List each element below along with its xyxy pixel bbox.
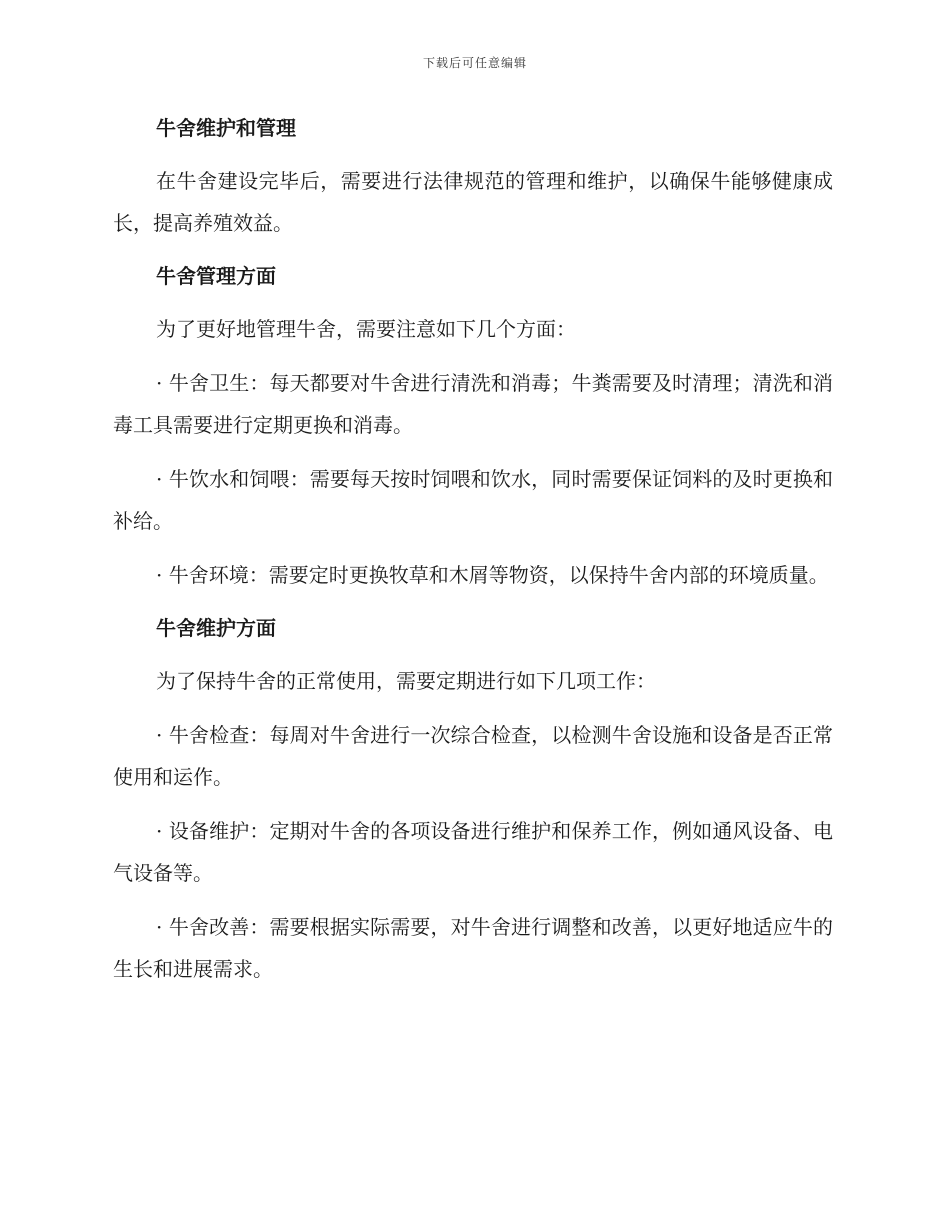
- paragraph: 在牛舍建设完毕后，需要进行法律规范的管理和维护，以确保牛能够健康成长，提高养殖效益。: [113, 169, 833, 235]
- paragraph: 为了更好地管理牛舍，需要注意如下几个方面：: [156, 317, 576, 341]
- bullet-item: · 牛舍环境：需要定时更换牧草和木屑等物资，以保持牛舍内部的环境质量。: [156, 563, 829, 587]
- section-heading: 牛舍维护方面: [156, 616, 276, 640]
- document-body: [113, 108, 833, 990]
- page-header: 下载后可任意编辑: [422, 56, 527, 70]
- section-heading: 牛舍维护和管理: [156, 116, 296, 140]
- bullet-item: · 设备维护：定期对牛舍的各项设备进行维护和保养工作，例如通风设备、电气设备等。: [113, 819, 833, 885]
- paragraph: 为了保持牛舍的正常使用，需要定期进行如下几项工作：: [156, 669, 656, 693]
- section-heading: 牛舍管理方面: [156, 264, 276, 288]
- bullet-item: · 牛舍检查：每周对牛舍进行一次综合检查，以检测牛舍设施和设备是否正常使用和运作。: [113, 723, 833, 789]
- bullet-item: · 牛舍改善：需要根据实际需要，对牛舍进行调整和改善，以更好地适应牛的生长和进展需求。: [113, 915, 833, 981]
- bullet-item: · 牛舍卫生：每天都要对牛舍进行清洗和消毒；牛粪需要及时清理；清洗和消毒工具需要进行定期更换和消毒。: [113, 371, 833, 437]
- bullet-item: · 牛饮水和饲喂：需要每天按时饲喂和饮水，同时需要保证饲料的及时更换和补给。: [113, 467, 833, 533]
